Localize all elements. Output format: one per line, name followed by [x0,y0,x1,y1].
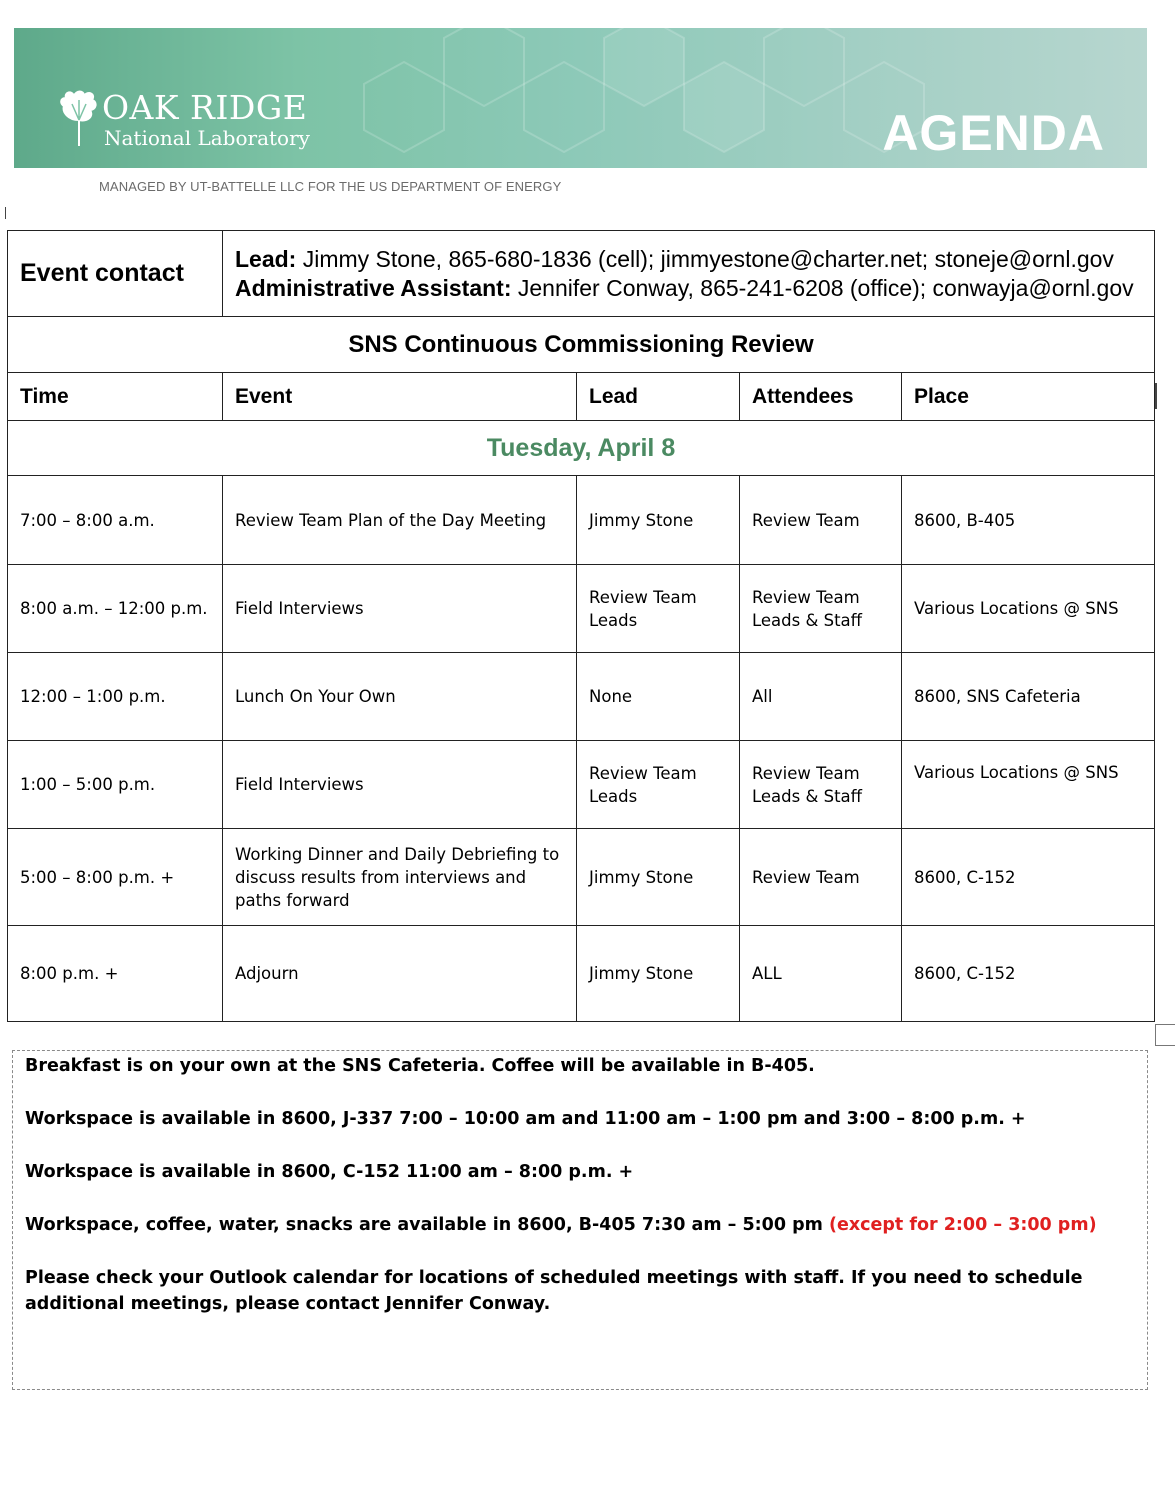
attendees-cell: Review Team [740,829,902,926]
place-cell: 8600, SNS Cafeteria [902,653,1155,741]
review-title: SNS Continuous Commissioning Review [8,317,1155,373]
column-header-attendees: Attendees [740,373,902,421]
note-breakfast: Breakfast is on your own at the SNS Cafeteria. Coffee will be available in B-405. [25,1056,815,1076]
time-cell: 7:00 – 8:00 a.m. [8,476,223,565]
time-cell: 8:00 p.m. + [8,926,223,1022]
admin-value: Jennifer Conway, 865-241-6208 (office); conwayja@ornl.gov [511,274,1134,301]
table-row [8,741,1155,829]
note-workspace-j337: Workspace is available in 8600, J-337 7:00 – 10:00 am and 11:00 am – 1:00 pm and 3:00 – 8:00 p.m. + [25,1109,1026,1129]
attendees-cell: Review Team [740,476,902,565]
note-workspace-b405 [25,1212,1135,1238]
place-cell: 8600, B-405 [902,476,1155,565]
column-header-lead: Lead [577,373,740,421]
lead-cell: Review Team Leads [577,565,740,653]
event-cell: Lunch On Your Own [223,653,577,741]
agenda-table [7,230,1155,1022]
place-cell: Various Locations @ SNS [902,741,1155,829]
table-move-handle[interactable] [0,207,6,219]
time-cell: 8:00 a.m. – 12:00 p.m. [8,565,223,653]
column-resize-handle[interactable] [1155,383,1157,409]
time-cell: 12:00 – 1:00 p.m. [8,653,223,741]
event-contact-info [223,231,1155,317]
managed-by-text: MANAGED BY UT-BATTELLE LLC FOR THE US DEPARTMENT OF ENERGY [99,179,562,194]
place-cell: Various Locations @ SNS [902,565,1155,653]
column-header-event: Event [223,373,577,421]
page-title: AGENDA [882,105,1105,161]
table-row [8,476,1155,565]
lead-cell: Jimmy Stone [577,829,740,926]
table-row [8,829,1155,926]
event-cell: Review Team Plan of the Day Meeting [223,476,577,565]
day-heading: Tuesday, April 8 [8,421,1155,476]
table-resize-handle[interactable] [1155,1024,1175,1046]
oak-leaf-icon [58,90,100,148]
event-cell: Field Interviews [223,741,577,829]
column-header-row [8,373,1155,421]
lead-value: Jimmy Stone, 865-680-1836 (cell); jimmyestone@charter.net; stoneje@ornl.gov [296,245,1114,272]
notes-text-box[interactable] [12,1050,1148,1390]
contact-row [8,231,1155,317]
lead-cell: Jimmy Stone [577,926,740,1022]
logo-subtitle: National Laboratory [104,125,310,150]
time-cell: 1:00 – 5:00 p.m. [8,741,223,829]
lead-cell: Jimmy Stone [577,476,740,565]
note-outlook-calendar: Please check your Outlook calendar for locations of scheduled meetings with staff. If you need to schedule additional meetings, please contact Jennifer Conway. [25,1268,1083,1314]
note-workspace-c152: Workspace is available in 8600, C-152 11:00 am – 8:00 p.m. + [25,1162,634,1182]
day-row [8,421,1155,476]
event-cell: Adjourn [223,926,577,1022]
attendees-cell: Review Team Leads & Staff [740,741,902,829]
time-cell: 5:00 – 8:00 p.m. + [8,829,223,926]
column-header-time: Time [8,373,223,421]
lead-cell: None [577,653,740,741]
event-cell: Working Dinner and Daily Debriefing to discuss results from interviews and paths forward [223,829,577,926]
header-banner [14,28,1147,168]
logo-title: OAK RIDGE [102,87,308,127]
lead-cell: Review Team Leads [577,741,740,829]
event-contact-label: Event contact [8,231,223,317]
admin-label: Administrative Assistant: [235,274,512,301]
lead-label: Lead: [235,245,297,272]
attendees-cell: ALL [740,926,902,1022]
place-cell: 8600, C-152 [902,829,1155,926]
note-workspace-b405-text: Workspace, coffee, water, snacks are available in 8600, B-405 7:30 am – 5:00 pm [25,1215,829,1235]
review-title-row [8,317,1155,373]
place-cell: 8600, C-152 [902,926,1155,1022]
table-row [8,926,1155,1022]
column-header-place: Place [902,373,1155,421]
table-row [8,653,1155,741]
event-cell: Field Interviews [223,565,577,653]
ornl-logo [58,87,310,150]
table-row [8,565,1155,653]
note-exception-text: (except for 2:00 – 3:00 pm) [828,1215,1097,1235]
attendees-cell: Review Team Leads & Staff [740,565,902,653]
attendees-cell: All [740,653,902,741]
